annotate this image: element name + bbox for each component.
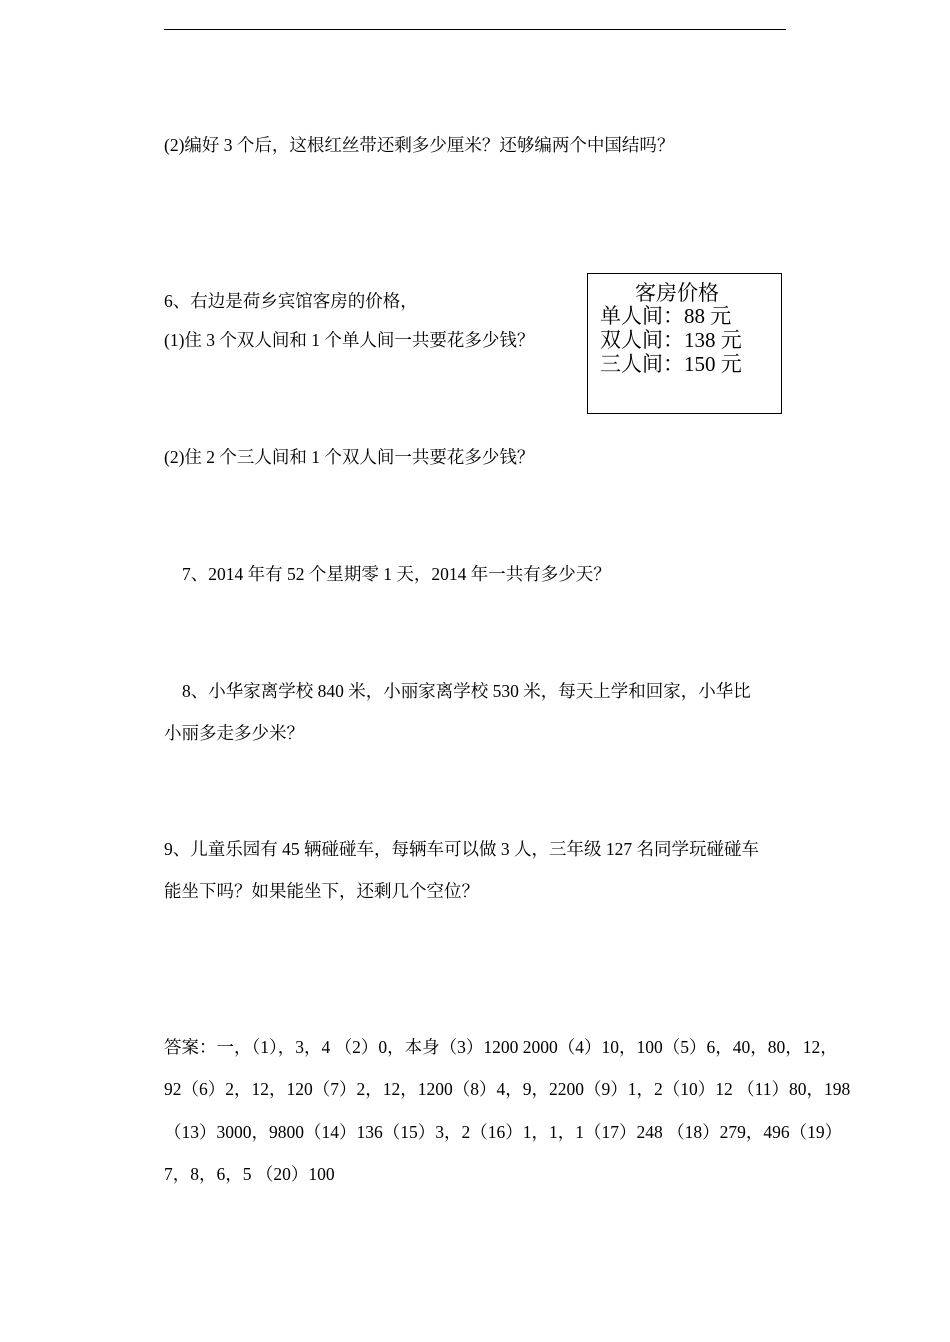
q7-text: 7、2014 年有 52 个星期零 1 天，2014 年一共有多少天？ bbox=[182, 564, 611, 584]
answer-line-3: （13）3000，9800（14）136（15）3，2（16）1，1，1（17）248 （18）279，496（19） bbox=[164, 1122, 843, 1142]
q6-part1: (1)住 3 个双人间和 1 个单人间一共要花多少钱？ bbox=[164, 330, 535, 350]
q8-line2: 小丽多走多少米？ bbox=[164, 723, 304, 743]
price-single: 单人间：88 元 bbox=[600, 304, 732, 328]
header-rule bbox=[164, 29, 786, 30]
q9-line2: 能坐下吗？如果能坐下，还剩几个空位？ bbox=[164, 881, 479, 901]
price-box-title: 客房价格 bbox=[635, 281, 719, 305]
answer-line-2: 92（6）2，12，120（7）2，12，1200（8）4，9，2200（9）1，2（10）12 （11）80，198 bbox=[164, 1079, 851, 1099]
q9-line1: 9、儿童乐园有 45 辆碰碰车，每辆车可以做 3 人，三年级 127 名同学玩碰碰车 bbox=[164, 839, 759, 859]
q8-line1: 8、小华家离学校 840 米，小丽家离学校 530 米，每天上学和回家，小华比 bbox=[182, 681, 751, 701]
q5-part2: (2)编好 3 个后，这根红丝带还剩多少厘米？还够编两个中国结吗？ bbox=[164, 135, 675, 155]
room-price-box bbox=[587, 273, 782, 414]
price-double: 双人间：138 元 bbox=[600, 328, 742, 352]
q6-part2: (2)住 2 个三人间和 1 个双人间一共要花多少钱？ bbox=[164, 447, 535, 467]
answer-line-4: 7，8，6，5 （20）100 bbox=[164, 1164, 335, 1184]
q6-intro: 6、右边是荷乡宾馆客房的价格， bbox=[164, 291, 418, 311]
price-triple: 三人间：150 元 bbox=[600, 352, 742, 376]
answer-line-1: 答案：一，（1），3，4 （2）0，本身（3）1200 2000（4）10，100（5）6，40，80，12， bbox=[164, 1037, 838, 1057]
